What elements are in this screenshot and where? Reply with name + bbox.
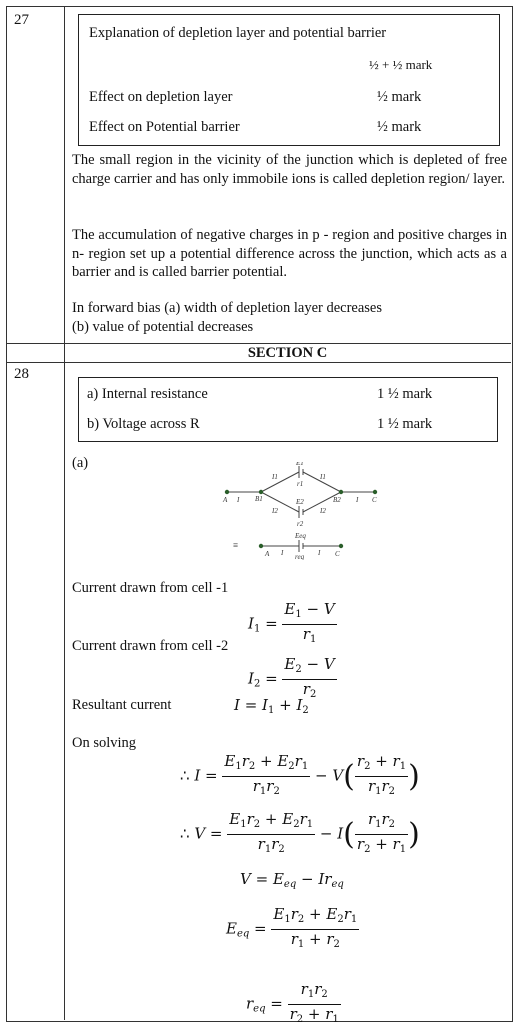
- scheme-row-3-mark: ½ mark: [377, 119, 422, 135]
- on-solving-text: On solving: [72, 735, 137, 751]
- eq-terminal-A-dot: [259, 544, 263, 548]
- equation-I2: $I_2$ = $\frac{E_2 - V}{r_2}$: [248, 655, 335, 700]
- equation-resultant: $I = I_1 + I_2$: [234, 696, 309, 716]
- node-B2-dot: [339, 490, 343, 494]
- row-divider-top: [6, 343, 511, 344]
- equation-I1: $I_1$ = $\frac{E_1 - V}{r_1}$: [248, 600, 335, 645]
- scheme-row-2: Effect on depletion layer: [89, 89, 233, 105]
- current-cell-1-text: Current drawn from cell -1: [72, 580, 229, 596]
- barrier-potential-paragraph: The accumulation of negative charges in p - region and positive charges in n- region set up a potential difference across the junction, which acts as a barrier and is called barrier potential.: [72, 227, 507, 280]
- parallel-cells-circuit: [215, 462, 390, 560]
- eq-label-A: A: [265, 550, 270, 558]
- current-cell-2-text: Current drawn from cell -2: [72, 638, 229, 654]
- eq-label-I-right: I: [318, 549, 321, 557]
- row-divider-bottom: [6, 362, 511, 363]
- eq-terminal-C-dot: [339, 544, 343, 548]
- equation-I-solved: ∴ I = $\frac{E_1r_2 + E_2r_1}{r_1r_2}$ − V( $\frac{r_2 + r_1}{r_1r_2}$ ): [180, 752, 420, 797]
- eq-label-I-left: I: [281, 549, 284, 557]
- label-I-left: I: [237, 496, 240, 504]
- section-title: SECTION C: [247, 345, 328, 361]
- scheme-row-2-mark: ½ mark: [377, 89, 422, 105]
- scheme28-row-1-mark: 1 ½ mark: [377, 386, 433, 402]
- marking-scheme-27: [78, 14, 500, 146]
- equivalent-symbol: ≡: [233, 540, 239, 550]
- label-I1-right: I1: [320, 473, 326, 481]
- question-number-27: 27: [14, 12, 29, 28]
- forward-bias-line-2: (b) value of potential decreases: [72, 319, 254, 335]
- label-r1: r1: [297, 480, 304, 488]
- scheme28-row-2-mark: 1 ½ mark: [377, 416, 433, 432]
- resultant-current-text: Resultant current: [72, 697, 172, 713]
- equation-V-solved: ∴ V = $\frac{E_1r_2 + E_2r_1}{r_1r_2}$ − I( $\frac{r_1r_2}{r_2 + r_1}$ ): [180, 810, 420, 855]
- label-B2: B2: [333, 496, 341, 504]
- forward-bias-line-1: In forward bias (a) width of depletion layer decreases: [72, 300, 383, 316]
- label-B1: B1: [255, 495, 263, 503]
- label-E1: E1: [296, 462, 304, 467]
- label-A: A: [223, 496, 228, 504]
- part-label: (a): [72, 455, 89, 471]
- label-C: C: [372, 496, 377, 504]
- marking-scheme-28: [78, 377, 498, 442]
- eq-label-C: C: [335, 550, 340, 558]
- scheme28-row-1: a) Internal resistance: [87, 386, 208, 402]
- depletion-region-paragraph: The small region in the vicinity of the junction which is depleted of free charge carrier and has only immobile ions is called depletion region/ layer.: [72, 152, 507, 187]
- column-divider: [64, 6, 65, 1020]
- label-Eeq: Eeq: [295, 532, 306, 540]
- equation-V-eq: $V = E_{eq} - Ir_{eq}$: [240, 870, 344, 890]
- equation-req: $r_{eq}$ = $\frac{r_1r_2}{r_2 + r_1}$: [246, 980, 339, 1025]
- terminal-C-dot: [373, 490, 377, 494]
- label-r2: r2: [297, 520, 304, 528]
- label-I-right: I: [356, 496, 359, 504]
- scheme-row-1: Explanation of depletion layer and potential barrier: [89, 25, 387, 41]
- node-B1-dot: [259, 490, 263, 494]
- equation-Eeq: $E_{eq}$ = $\frac{E_1r_2 + E_2r_1}{r_1 + r_2}$: [226, 905, 358, 950]
- label-I2-left: I2: [272, 507, 278, 515]
- label-E2: E2: [296, 498, 304, 506]
- terminal-A-dot: [225, 490, 229, 494]
- label-I2-right: I2: [320, 507, 326, 515]
- question-number-28: 28: [14, 366, 29, 382]
- scheme28-row-2: b) Voltage across R: [87, 416, 200, 432]
- label-req: req: [295, 553, 305, 560]
- scheme-row-3: Effect on Potential barrier: [89, 119, 240, 135]
- scheme-row-1-mark: ½ + ½ mark: [369, 57, 433, 72]
- label-I1-left: I1: [272, 473, 278, 481]
